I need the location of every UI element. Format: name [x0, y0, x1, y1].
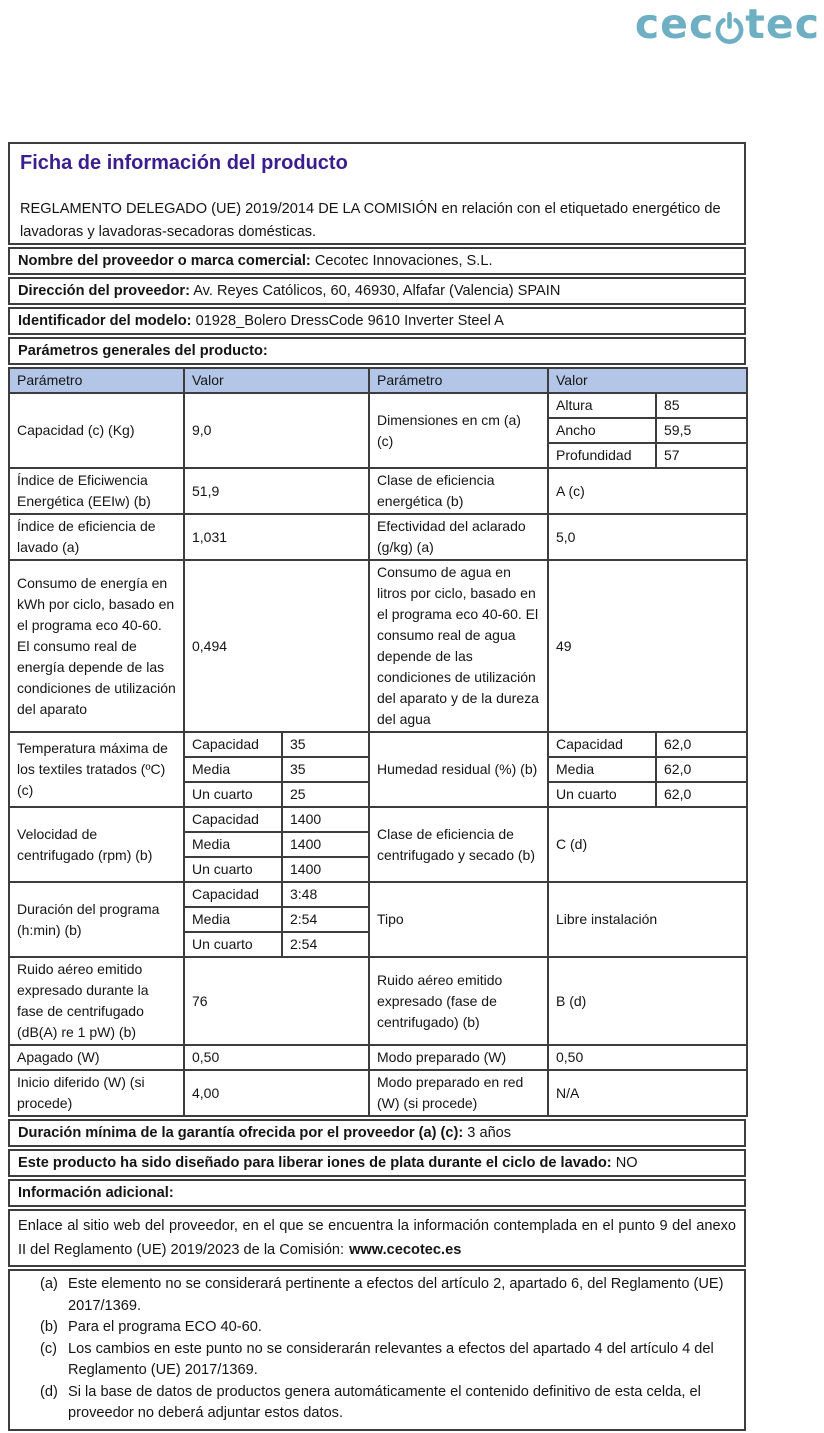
duration-key: Un cuarto: [184, 932, 282, 957]
max-temp-label: Temperatura máxima de los textiles tratados (ºC) (c): [9, 732, 184, 807]
type-label: Tipo: [369, 882, 548, 957]
water-consumption-label: Consumo de agua en litros por ciclo, basado en el programa eco 40-60. El consumo real de agua depende de las condiciones de utilización del aparato y de la dureza del agua: [369, 560, 548, 732]
humidity-label: Humedad residual (%) (b): [369, 732, 548, 807]
row-eei-energyclass: [9, 468, 747, 514]
spin-speed-key: Capacidad: [184, 807, 282, 832]
networked-standby-label: Modo preparado en red (W) (si procede): [369, 1070, 548, 1116]
table-header-row: [9, 368, 747, 393]
delayed-start-value: 4,00: [184, 1070, 369, 1116]
dimension-value: 85: [656, 393, 747, 418]
duration-value: 2:54: [282, 932, 369, 957]
model-label: Identificador del modelo:: [18, 313, 192, 329]
dimension-key: Ancho: [548, 418, 656, 443]
row-noise: [9, 957, 747, 1045]
page-title: Ficha de información del producto: [20, 152, 348, 174]
footnote-b: [10, 1317, 744, 1339]
humidity-key: Un cuarto: [548, 782, 656, 807]
supplier-value: Cecotec Innovaciones, S.L.: [314, 253, 493, 269]
footnote-text: Si la base de datos de productos genera automáticamente el contenido definitivo de esta celda, el proveedor no deberá adjuntar estos datos.: [68, 1383, 701, 1421]
max-temp-key: Capacidad: [184, 732, 282, 757]
row-maxtemp-humidity: [9, 732, 747, 757]
footnote-d: [10, 1382, 744, 1425]
networked-standby-value: N/A: [548, 1070, 747, 1116]
dimension-key: Altura: [548, 393, 656, 418]
dimension-value: 59,5: [656, 418, 747, 443]
eei-value: 51,9: [184, 468, 369, 514]
noise-class-value: B (d): [548, 957, 747, 1045]
max-temp-value: 35: [282, 757, 369, 782]
general-params-label: Parámetros generales del producto:: [18, 343, 268, 359]
spin-speed-value: 1400: [282, 857, 369, 882]
row-washindex-rinse: [9, 514, 747, 560]
spin-speed-value: 1400: [282, 832, 369, 857]
power-icon: [714, 2, 745, 44]
silver-ions-row: [8, 1149, 746, 1177]
max-temp-value: 25: [282, 782, 369, 807]
dimension-key: Profundidad: [548, 443, 656, 468]
product-fiche: [8, 142, 746, 1433]
row-duration-type: [9, 882, 747, 907]
title-section: [8, 142, 746, 245]
duration-key: Media: [184, 907, 282, 932]
supplier-label: Nombre del proveedor o marca comercial:: [18, 253, 311, 269]
supplier-row: [8, 247, 746, 275]
standby-value: 0,50: [548, 1045, 747, 1070]
logo-text-left: cec: [634, 0, 715, 48]
address-value: Av. Reyes Católicos, 60, 46930, Alfafar (Valencia) SPAIN: [193, 283, 561, 299]
rinse-value: 5,0: [548, 514, 747, 560]
dimensions-label: Dimensiones en cm (a) (c): [369, 393, 548, 468]
spin-speed-key: Media: [184, 832, 282, 857]
humidity-value: 62,0: [656, 782, 747, 807]
water-consumption-value: 49: [548, 560, 747, 732]
additional-info-row: [8, 1179, 746, 1207]
parameters-table: [8, 367, 748, 1117]
warranty-label: Duración mínima de la garantía ofrecida por el proveedor (a) (c):: [18, 1125, 464, 1141]
wash-index-label: Índice de eficiencia de lavado (a): [9, 514, 184, 560]
eei-label: Índice de Eficiwencia Energética (EEIw) (b): [9, 468, 184, 514]
regulation-text: REGLAMENTO DELEGADO (UE) 2019/2014 DE LA COMISIÓN en relación con el etiquetado energético de lavadoras y lavadoras-secadoras domésticas.: [20, 201, 721, 240]
col-header-valor-1: Valor: [184, 368, 369, 393]
silver-ions-value: NO: [615, 1155, 638, 1171]
energy-class-value: A (c): [548, 468, 747, 514]
model-value: 01928_Bolero DressCode 9610 Inverter Steel A: [195, 313, 504, 329]
footnote-marker: (a): [40, 1276, 58, 1292]
max-temp-value: 35: [282, 732, 369, 757]
website-text: Enlace al sitio web del proveedor, en el que se encuentra la información contemplada en el punto 9 del anexo II del Reglamento (UE) 2019/2023 de la Comisión:: [18, 1218, 736, 1258]
energy-class-label: Clase de eficiencia energética (b): [369, 468, 548, 514]
duration-value: 3:48: [282, 882, 369, 907]
spin-class-value: C (d): [548, 807, 747, 882]
address-label: Dirección del proveedor:: [18, 283, 190, 299]
footnotes-section: [8, 1269, 746, 1431]
off-mode-label: Apagado (W): [9, 1045, 184, 1070]
cecotec-logo: [635, 2, 820, 46]
silver-ions-label: Este producto ha sido diseñado para liberar iones de plata durante el ciclo de lavado:: [18, 1155, 612, 1171]
website-row: [8, 1209, 746, 1267]
spin-class-label: Clase de eficiencia de centrifugado y secado (b): [369, 807, 548, 882]
duration-label: Duración del programa (h:min) (b): [9, 882, 184, 957]
footnote-text: Para el programa ECO 40-60.: [68, 1319, 262, 1335]
standby-label: Modo preparado (W): [369, 1045, 548, 1070]
noise-value: 76: [184, 957, 369, 1045]
max-temp-key: Media: [184, 757, 282, 782]
address-row: [8, 277, 746, 305]
model-row: [8, 307, 746, 335]
row-capacity-dimensions: [9, 393, 747, 418]
website-link[interactable]: www.cecotec.es: [349, 1242, 462, 1258]
duration-value: 2:54: [282, 907, 369, 932]
humidity-key: Media: [548, 757, 656, 782]
col-header-parametro-1: Parámetro: [9, 368, 184, 393]
dimension-value: 57: [656, 443, 747, 468]
warranty-value: 3 años: [467, 1125, 512, 1141]
spin-speed-key: Un cuarto: [184, 857, 282, 882]
energy-consumption-value: 0,494: [184, 560, 369, 732]
col-header-valor-2: Valor: [548, 368, 747, 393]
off-mode-value: 0,50: [184, 1045, 369, 1070]
row-delayedstart-networked: [9, 1070, 747, 1116]
humidity-value: 62,0: [656, 732, 747, 757]
wash-index-value: 1,031: [184, 514, 369, 560]
footnote-text: Este elemento no se considerará pertinente a efectos del artículo 2, apartado 6, del Reglamento (UE) 2017/1369.: [68, 1276, 724, 1314]
row-spinspeed-spinclass: [9, 807, 747, 832]
logo-text-right: tec: [745, 0, 820, 48]
row-offmode-standby: [9, 1045, 747, 1070]
warranty-row: [8, 1119, 746, 1147]
footnote-text: Los cambios en este punto no se considerarán relevantes a efectos del apartado 4 del artículo 4 del Reglamento (UE) 2017/1369.: [68, 1340, 714, 1378]
capacity-value: 9,0: [184, 393, 369, 468]
footnote-a: [10, 1274, 744, 1317]
footnote-marker: (b): [40, 1319, 58, 1335]
noise-class-label: Ruido aéreo emitido expresado (fase de centrifugado) (b): [369, 957, 548, 1045]
footnote-c: [10, 1339, 744, 1382]
max-temp-key: Un cuarto: [184, 782, 282, 807]
additional-info-label: Información adicional:: [18, 1185, 174, 1201]
row-energy-water-consumption: [9, 560, 747, 732]
noise-label: Ruido aéreo emitido expresado durante la fase de centrifugado (dB(A) re 1 pW) (b): [9, 957, 184, 1045]
footnote-marker: (c): [40, 1340, 58, 1357]
energy-consumption-label: Consumo de energía en kWh por ciclo, basado en el programa eco 40-60. El consumo real de energía depende de las condiciones de utilización del aparato: [9, 560, 184, 732]
rinse-label: Efectividad del aclarado (g/kg) (a): [369, 514, 548, 560]
delayed-start-label: Inicio diferido (W) (si procede): [9, 1070, 184, 1116]
spin-speed-value: 1400: [282, 807, 369, 832]
duration-key: Capacidad: [184, 882, 282, 907]
footnote-marker: (d): [40, 1383, 58, 1400]
humidity-key: Capacidad: [548, 732, 656, 757]
capacity-label: Capacidad (c) (Kg): [9, 393, 184, 468]
type-value: Libre instalación: [548, 882, 747, 957]
general-params-row: [8, 337, 746, 365]
col-header-parametro-2: Parámetro: [369, 368, 548, 393]
humidity-value: 62,0: [656, 757, 747, 782]
spin-speed-label: Velocidad de centrifugado (rpm) (b): [9, 807, 184, 882]
